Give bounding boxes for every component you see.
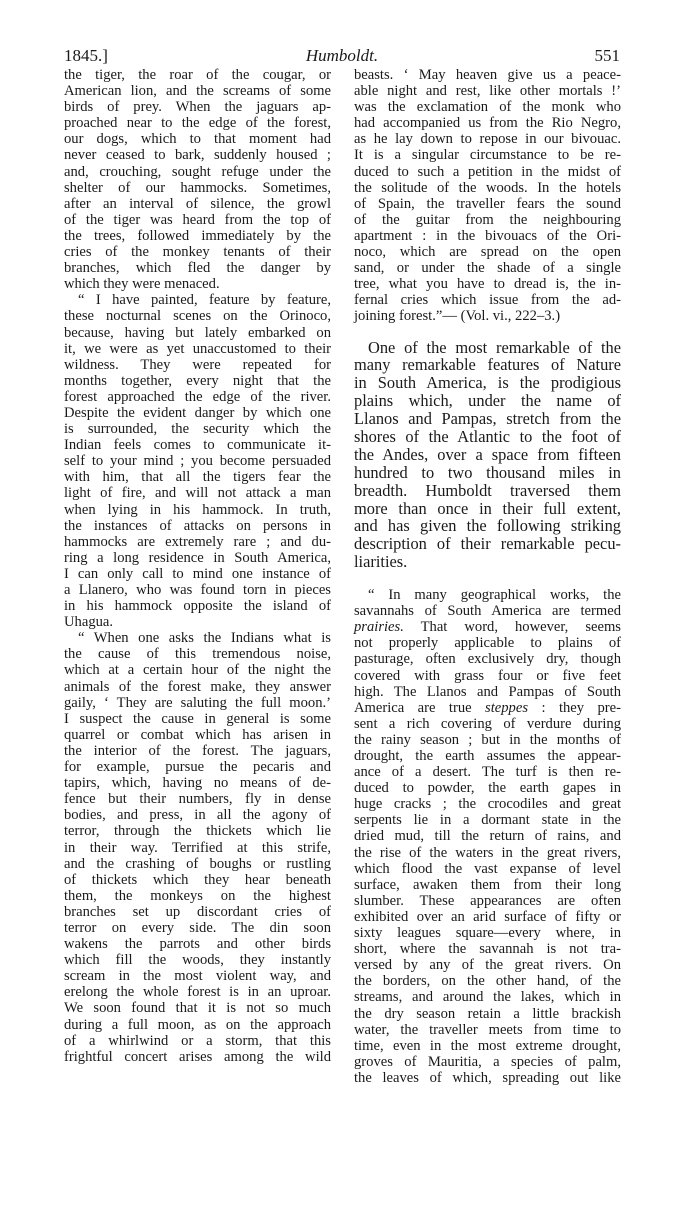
- text-line: shores of the Atlantic to the foot of: [354, 426, 621, 446]
- text-line: gaily, ‘ They are saluting the full moon.’: [64, 694, 331, 711]
- text-line: is surrounded, the security which the: [64, 421, 331, 438]
- italic-term: steppes: [485, 699, 529, 716]
- text-line: in their way. Terrified at this strife,: [64, 839, 331, 856]
- text-line: tapirs, which, having no means of de-: [64, 775, 331, 792]
- text-line: the Andes, over a space from fifteen: [354, 444, 621, 464]
- text-line: plains which, under the name of: [354, 391, 621, 411]
- text-line: proached near to the edge of the forest,: [64, 115, 331, 132]
- text-line: in South America, is the prodigious: [354, 373, 621, 393]
- text-line: terror on every side. The din soon: [64, 919, 331, 936]
- text-line: these nocturnal scenes on the Orinoco,: [64, 308, 331, 325]
- text-line: erelong the whole forest is in an uproar.: [64, 984, 331, 1001]
- italic-term: prairies.: [354, 619, 404, 636]
- text-line: and has given the following striking: [354, 516, 621, 536]
- text-line: our dogs, which to that moment had: [64, 131, 331, 148]
- text-line: ance of a desert. The turf is then re-: [354, 764, 621, 781]
- text-line: months together, every night that the: [64, 372, 331, 389]
- text-line: wildness. They were repeated for: [64, 356, 331, 373]
- text-line: light of fire, and will not attack a man: [64, 485, 331, 502]
- header-year: 1845.]: [64, 46, 108, 65]
- text-line: water, the traveller meets from time to: [354, 1021, 621, 1038]
- text-line: time, even in the most extreme drought,: [354, 1037, 621, 1054]
- text-line: prairies. That word, however, seems: [354, 619, 621, 636]
- left-column: [64, 67, 331, 1065]
- text-line: with him, that all the tigers fear the: [64, 469, 331, 486]
- text-line: of Spain, the traveller fears the sound: [354, 195, 621, 212]
- text-line: the trees, followed immediately by the: [64, 227, 331, 244]
- text-line: when lying in his hammock. In truth,: [64, 501, 331, 518]
- text-line: self to your mind ; you become persuaded: [64, 453, 331, 470]
- text-line: ring a long residence in South America,: [64, 549, 331, 566]
- text-line: cries of the monkey tenants of their: [64, 244, 331, 261]
- text-line: fernal cries which issue from the ad-: [354, 292, 621, 309]
- text-line: the leaves of which, spreading out like: [354, 1069, 621, 1086]
- text-line: pasturage, often exclusively dry, though: [354, 651, 621, 668]
- text-line: it, we were as yet unaccustomed to their: [64, 340, 331, 357]
- text-line: in his hammock opposite the island of: [64, 598, 331, 615]
- quote-continuation: [354, 67, 621, 325]
- text-line: duced to powder, the earth gapes in: [354, 780, 621, 797]
- text-line: the rainy season ; but in the months of: [354, 731, 621, 748]
- paragraph-gap: [354, 571, 621, 587]
- text-line: serpents lie in a dormant state in the: [354, 812, 621, 829]
- text-line: of the tiger was heard from the top of: [64, 211, 331, 228]
- text-line: many remarkable features of Nature: [354, 355, 621, 375]
- text-line: scream in the most violent way, and: [64, 968, 331, 985]
- text-line: which at a certain hour of the night the: [64, 662, 331, 679]
- text-line: high. The Llanos and Pampas of South: [354, 683, 621, 700]
- commentary-paragraph: [354, 339, 621, 572]
- text-line: which fill the woods, they instantly: [64, 952, 331, 969]
- text-line: streams, and around the lakes, which in: [354, 989, 621, 1006]
- text-line: a Llanero, who was found torn in pieces: [64, 582, 331, 598]
- text-line: the solitude of the woods. In the hotels: [354, 179, 621, 196]
- text-line: not properly applicable to plains of: [354, 635, 621, 652]
- text-line: bodies, and press, in all the agony of: [64, 807, 331, 824]
- text-line: noco, which are spread on the open: [354, 244, 621, 261]
- text-line: was the exclamation of the monk who: [354, 99, 621, 116]
- text-line: of the guitar from the neighbouring: [354, 211, 621, 228]
- text-line: birds of prey. When the jaguars ap-: [64, 99, 331, 116]
- text-line: Uhagua.: [64, 614, 114, 631]
- text-line: after an interval of silence, the growl: [64, 195, 331, 212]
- text-line: the interior of the forest. The jaguars,: [64, 742, 331, 759]
- running-title: Humboldt.: [305, 46, 379, 65]
- text-line: the tiger, the roar of the cougar, or: [64, 67, 331, 83]
- text-line: American lion, and the screams of some: [64, 83, 331, 100]
- text-line: “ When one asks the Indians what is: [78, 630, 331, 647]
- text-line: shelter of our hammocks. Sometimes,: [64, 179, 331, 196]
- text-line: never ceased to bark, suddenly housed ;: [64, 147, 331, 164]
- text-line: for example, pursue the pecaris and: [64, 759, 331, 776]
- text-line: hammocks are extremely rare ; and du-: [64, 533, 331, 550]
- text-line: Despite the evident danger by which one: [64, 404, 331, 421]
- text-line: joining forest.”— (Vol. vi., 222–3.): [354, 308, 561, 325]
- text-line: because, having but lately embarked on: [64, 324, 331, 341]
- text-line: We soon found that it is not so much: [64, 1000, 331, 1017]
- text-line: of thickets which they hear beneath: [64, 871, 331, 888]
- text-line: One of the most remarkable of the: [368, 337, 621, 357]
- text-line: sixty leagues square—every where, in: [354, 925, 621, 942]
- text-line: savannahs of South America are termed: [354, 603, 621, 620]
- text-line: and, crouching, sought refuge under the: [64, 163, 331, 180]
- text-line: I can only call to mind one instance of: [64, 565, 331, 582]
- text-line: groves of Mauritia, a species of palm,: [354, 1053, 621, 1070]
- text-line: branches, which fled the danger by: [64, 260, 331, 277]
- text-line: breadth. Humboldt traversed them: [354, 480, 621, 500]
- text-line: tree, what you have to dread is, the in-: [354, 276, 621, 293]
- text-line: the dry season retain a little brackish: [354, 1005, 621, 1022]
- text-line: short, where the savannah is not tra-: [354, 941, 621, 958]
- text-line: more than once in their full extent,: [354, 498, 621, 518]
- text-line: I suspect the cause in general is some: [64, 710, 331, 727]
- text-line: versed by any of the great rivers. On: [354, 957, 621, 974]
- text-line: “ In many geographical works, the: [368, 587, 621, 604]
- text-line: as he lay down to repose in our bivouac.: [354, 131, 621, 148]
- text-line: animals of the forest make, they answer: [64, 678, 331, 695]
- text-line: surface, awaken them from their long: [354, 876, 621, 893]
- text-line: had accompanied us from the Rio Negro,: [354, 115, 621, 132]
- text-line: covered with grass four or five feet: [354, 667, 621, 684]
- text-line: It is a singular circumstance to be re-: [354, 147, 621, 164]
- second-quote: [354, 587, 621, 1086]
- text-line: sent a rich covering of verdure during: [354, 715, 621, 732]
- text-line: beasts. ‘ May heaven give us a peace-: [354, 67, 621, 83]
- text-line: branches set up discordant cries of: [64, 903, 331, 920]
- right-column: [354, 67, 621, 1086]
- text-line: terror, through the thickets which lie: [64, 823, 331, 840]
- text-line: which flood the vast expanse of level: [354, 860, 621, 877]
- text-line: quarrel or combat which has arisen in: [64, 726, 331, 743]
- text-line: frightful concert arises among the wild: [64, 1048, 331, 1065]
- text-line: the cause of this tremendous noise,: [64, 646, 331, 663]
- text-line: which they were menaced.: [64, 276, 220, 293]
- text-line: the instances of attacks on persons in: [64, 517, 331, 534]
- page-number: 551: [594, 46, 620, 65]
- text-line: Llanos and Pampas, stretch from the: [354, 409, 621, 429]
- text-line: “ I have painted, feature by feature,: [78, 292, 331, 309]
- text-line: description of their remarkable pecu-: [354, 534, 621, 554]
- text-line: of a whirlwind or a storm, that this: [64, 1032, 331, 1049]
- text-line: exhibited over an arid surface of fifty or: [354, 908, 621, 925]
- text-line: fence but their numbers, fly in dense: [64, 791, 331, 808]
- paragraph-gap: [354, 325, 621, 339]
- text-line: liarities.: [354, 552, 408, 572]
- text-line: duced to such a petition in the midst of: [354, 163, 621, 180]
- text-line: wakens the parrots and other birds: [64, 936, 331, 953]
- text-line: able night and rest, like other mortals !’: [354, 83, 621, 100]
- text-line: apartment : in the bivouacs of the Ori-: [354, 227, 621, 244]
- text-line: them, the monkeys on the highest: [64, 887, 331, 904]
- text-line: during a full moon, as on the approach: [64, 1016, 331, 1033]
- text-line: the rise of the waters in the great rivers,: [354, 844, 621, 861]
- text-line: drought, the earth assumes the appear-: [354, 748, 621, 765]
- text-line: Indian feels comes to communicate it-: [64, 437, 331, 454]
- text-line: forest approached the edge of the river.: [64, 388, 331, 405]
- text-line: sand, or under the shade of a single: [354, 260, 621, 277]
- running-header: [64, 46, 620, 68]
- text-line: dried mud, till the return of rains, and: [354, 828, 621, 845]
- text-line: the borders, on the other hand, of the: [354, 973, 621, 990]
- text-line: America are true steppes : they pre-: [354, 699, 621, 716]
- text-line: hundred to two thousand miles in: [354, 462, 621, 482]
- text-line: and the crashing of boughs or rustling: [64, 855, 331, 872]
- text-line: slumber. These appearances are often: [354, 892, 621, 909]
- text-line: huge cracks ; the crocodiles and great: [354, 796, 621, 813]
